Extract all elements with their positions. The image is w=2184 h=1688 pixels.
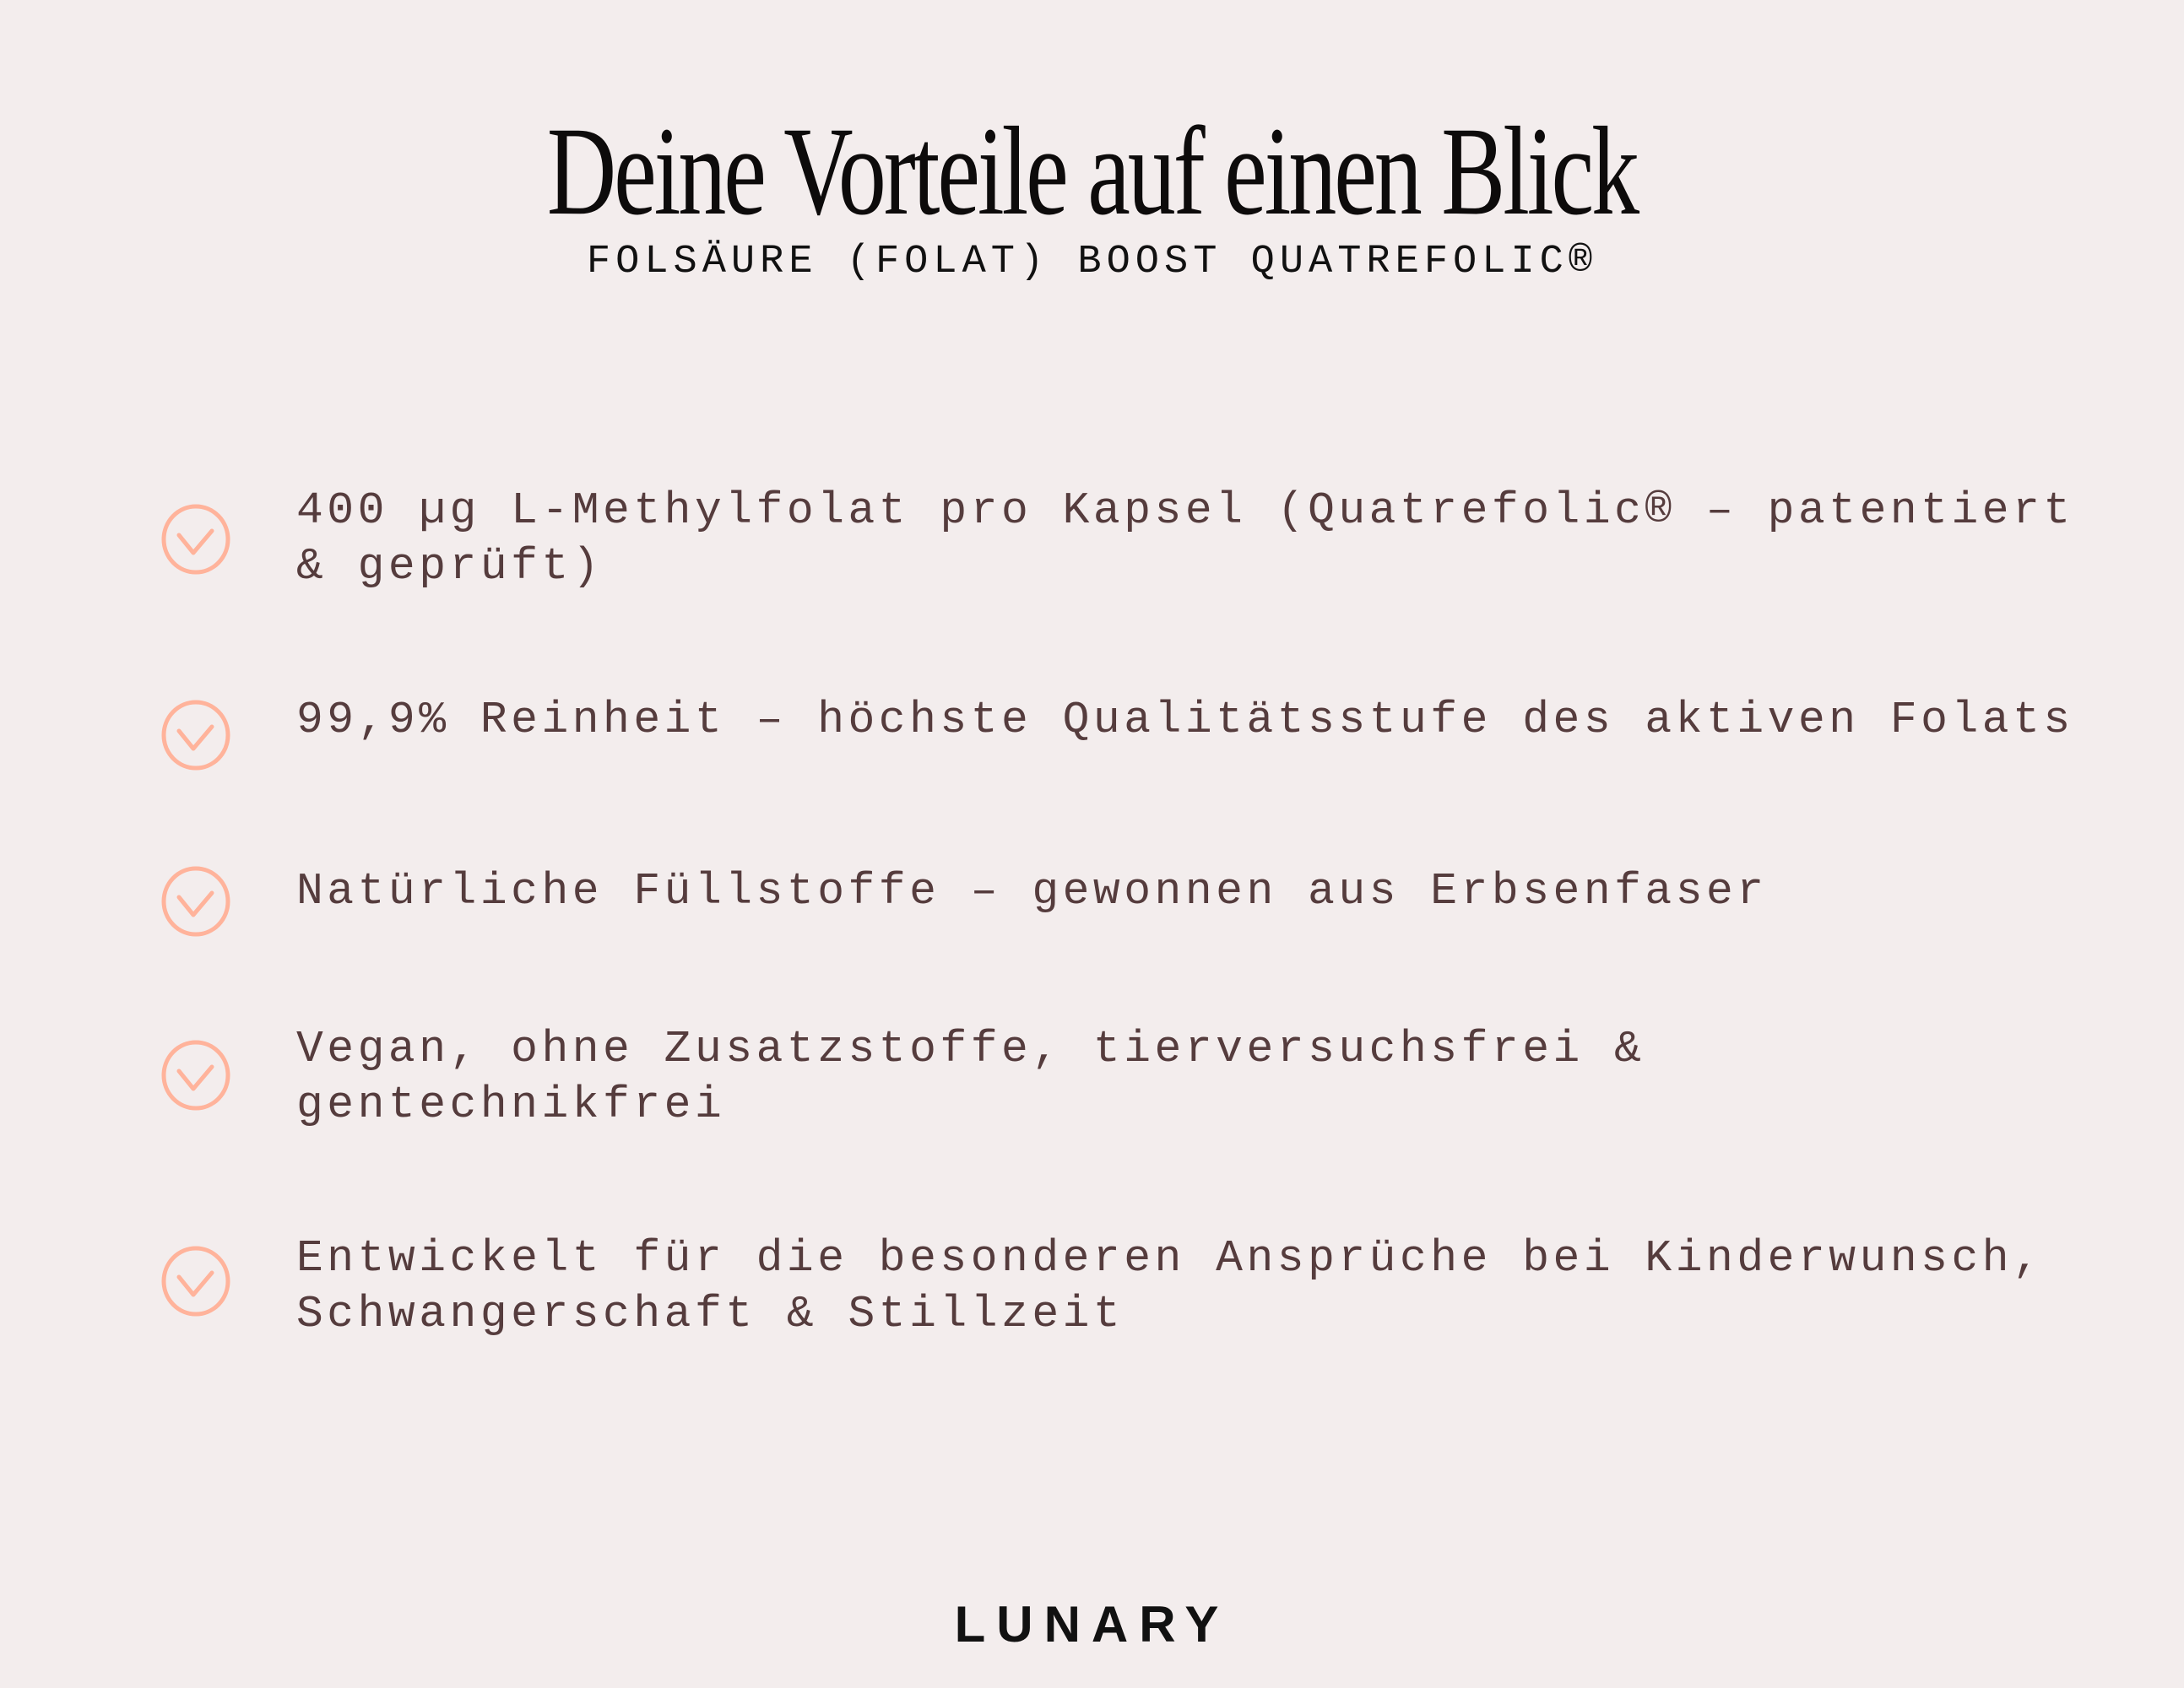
benefit-text-line: & geprüft) [296,541,604,592]
benefit-text-line: 400 µg L-Methylfolat pro Kapsel (Quatrefolic® – patentiert [296,485,2074,536]
check-circle-icon [160,700,231,771]
benefit-text-line: 99,9% Reinheit – höchste Qualitätsstufe des aktiven Folats [296,695,2074,745]
check-circle-icon [160,504,231,575]
check-circle-icon [160,1040,231,1111]
benefit-text [296,483,2074,594]
benefit-text [296,863,1768,919]
check-circle-icon [160,1246,231,1317]
benefit-item [160,692,2102,810]
benefit-text-line: gentechnikfrei [296,1079,726,1130]
benefit-item [160,863,2102,982]
page-title [0,100,2184,243]
benefit-text [296,692,2074,748]
check-circle-icon [160,866,231,937]
benefit-item [160,483,2102,601]
brand-logo: LUNARY [954,1596,1230,1653]
benefit-text [296,1021,1645,1133]
benefit-text-line: Vegan, ohne Zusatzstoffe, tierversuchsfrei & [296,1024,1645,1074]
benefit-text-line: Entwickelt für die besonderen Ansprüche bei Kinderwunsch, [296,1233,2044,1284]
benefit-item [160,1021,2102,1139]
benefit-text-line: Natürliche Füllstoffe – gewonnen aus Erbsenfaser [296,866,1768,917]
benefit-text [296,1231,2043,1342]
benefit-text-line: Schwangerschaft & Stillzeit [296,1289,1125,1339]
benefit-item [160,1231,2102,1349]
page-subtitle: FOLSÄURE (FOLAT) BOOST QUATREFOLIC® [586,240,1598,284]
page-title-text: Deine Vorteile auf einen Blick [546,101,1638,241]
